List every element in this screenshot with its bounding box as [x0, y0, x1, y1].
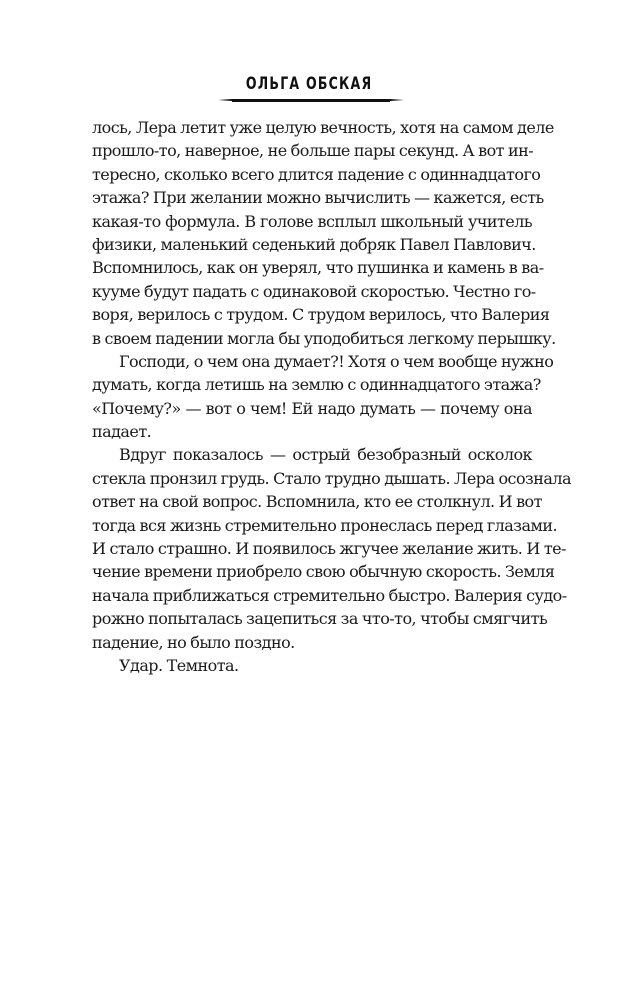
text-line: Удар. Темнота. [119, 655, 239, 675]
text-line: Вспомнилось, как он уверял, что пушинка и камень в ва- [92, 258, 544, 278]
text-line: физики, маленький седенький добряк Павел Павлович. [92, 234, 536, 254]
text-line: Господи, о чем она думает?! Хотя о чем вообще нужно [119, 351, 554, 371]
text-line: лось, Лера летит уже целую вечность, хотя на самом деле [92, 118, 554, 137]
text-line: тересно, сколько всего длится падение с одиннадцатого [92, 164, 541, 184]
running-head [0, 74, 619, 94]
text-line: рожно попыталась зацепиться за что-то, чтобы смягчить [92, 609, 548, 629]
body-text [92, 116, 571, 677]
author-name: ОЛЬГА ОБСКАЯ [246, 74, 373, 94]
text-line: И стало страшно. И появилось жгучее желание жить. И те- [92, 539, 566, 559]
text-line: этажа? При желании можно вычислить — кажется, есть [92, 188, 544, 208]
text-line: падение, но было поздно. [92, 632, 295, 652]
text-line: думать, когда летишь на землю с одиннадцатого этажа? [92, 375, 541, 395]
text-line: Вдруг показалось — острый безобразный осколок [119, 445, 532, 465]
text-line: прошло-то, наверное, не больше пары секунд. А вот ин- [92, 141, 534, 161]
text-line: стекла пронзил грудь. Стало трудно дышать. Лера осознала [92, 468, 571, 488]
text-line: ответ на свой вопрос. Вспомнила, кто ее столкнул. И вот [92, 492, 542, 512]
text-line: «Почему?» — вот о чем! Ей надо думать — почему она [92, 398, 532, 418]
text-line: тогда вся жизнь стремительно пронеслась перед глазами. [92, 515, 557, 535]
text-line: воря, верилось с трудом. С трудом верилось, что Валерия [92, 305, 550, 325]
text-line: в своем падении могла бы уподобиться легкому перышку. [92, 328, 556, 348]
text-line: начала приближаться стремительно быстро. Валерия судо- [92, 585, 567, 605]
text-line: кууме будут падать с одинаковой скоростью. Честно го- [92, 281, 536, 301]
text-line: чение времени приобрело свою обычную скорость. Земля [92, 562, 555, 582]
text-line: падает. [92, 422, 152, 442]
text-line: какая-то формула. В голове всплыл школьный учитель [92, 211, 532, 231]
header-rule [232, 99, 390, 102]
